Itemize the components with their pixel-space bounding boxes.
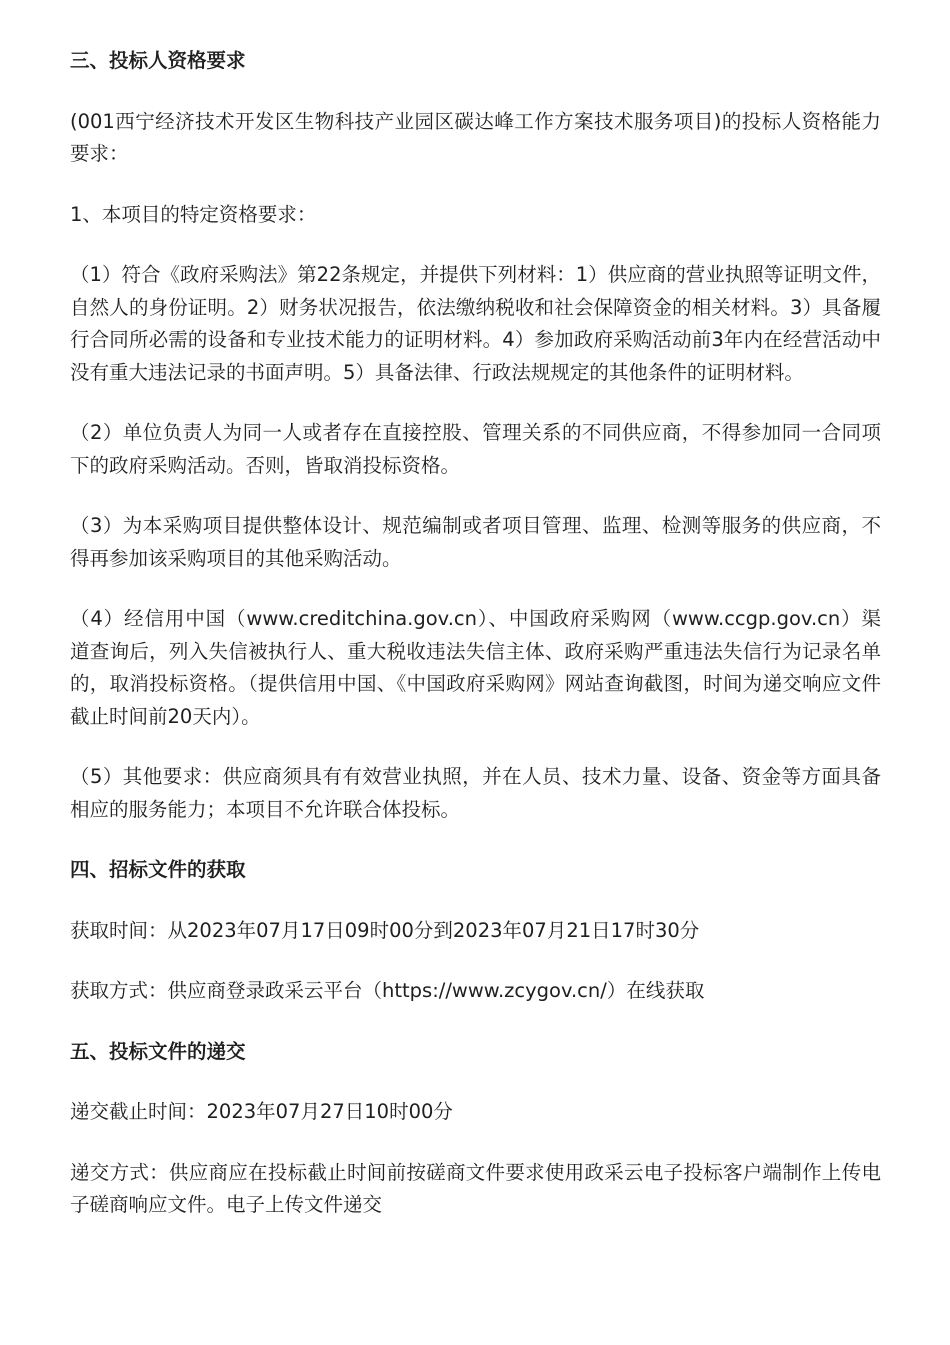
requirement-item-1: （1）符合《政府采购法》第22条规定，并提供下列材料：1）供应商的营业执照等证明文件，自然人的身份证明。2）财务状况报告，依法缴纳税收和社会保障资金的相关材料。3）具备履行合同所必需的设备和专业技术能力的证明材料。4）参加政府采购活动前3年内在经营活动中没有重大违法记录的书面声明。5）具备法律、行政法规规定的其他条件的证明材料。 — [70, 263, 881, 384]
specific-requirements-title: 1、本项目的特定资格要求： — [70, 202, 317, 226]
section-4-heading: 四、招标文件的获取 — [70, 858, 246, 881]
requirement-item-3: （3）为本采购项目提供整体设计、规范编制或者项目管理、监理、检测等服务的供应商，不得再参加该采购项目的其他采购活动。 — [70, 514, 881, 570]
section-3-heading: 三、投标人资格要求 — [70, 49, 246, 72]
document-page — [70, 45, 881, 1250]
section-5-heading: 五、投标文件的递交 — [70, 1039, 246, 1063]
requirement-item-5: （5）其他要求：供应商须具有有效营业执照，并在人员、技术力量、设备、资金等方面具备相应的服务能力；本项目不允许联合体投标。 — [70, 765, 881, 821]
requirement-item-2: （2）单位负责人为同一人或者存在直接控股、管理关系的不同供应商，不得参加同一合同项下的政府采购活动。否则，皆取消投标资格。 — [70, 421, 881, 477]
requirement-item-4: （4）经信用中国（www.creditchina.gov.cn）、中国政府采购网（www.ccgp.gov.cn）渠道查询后，列入失信被执行人、重大税收违法失信主体、政府采购严重违法失信行为记录名单的，取消投标资格。（提供信用中国、《中国政府采购网》网站查询截图，时间为递交响应文件截止时间前20天内）。 — [70, 607, 881, 728]
section-3-intro: (001西宁经济技术开发区生物科技产业园区碳达峰工作方案技术服务项目)的投标人资格能力要求： — [70, 109, 881, 165]
submission-method: 递交方式：供应商应在投标截止时间前按磋商文件要求使用政采云电子投标客户端制作上传电子磋商响应文件。电子上传文件递交 — [70, 1160, 881, 1216]
submission-deadline: 递交截止时间：2023年07月27日10时00分 — [70, 1100, 453, 1123]
acquisition-method: 获取方式：供应商登录政采云平台（https://www.zcygov.cn/）在线获取 — [70, 979, 705, 1002]
acquisition-time: 获取时间：从2023年07月17日09时00分到2023年07月21日17时30分 — [70, 918, 700, 942]
